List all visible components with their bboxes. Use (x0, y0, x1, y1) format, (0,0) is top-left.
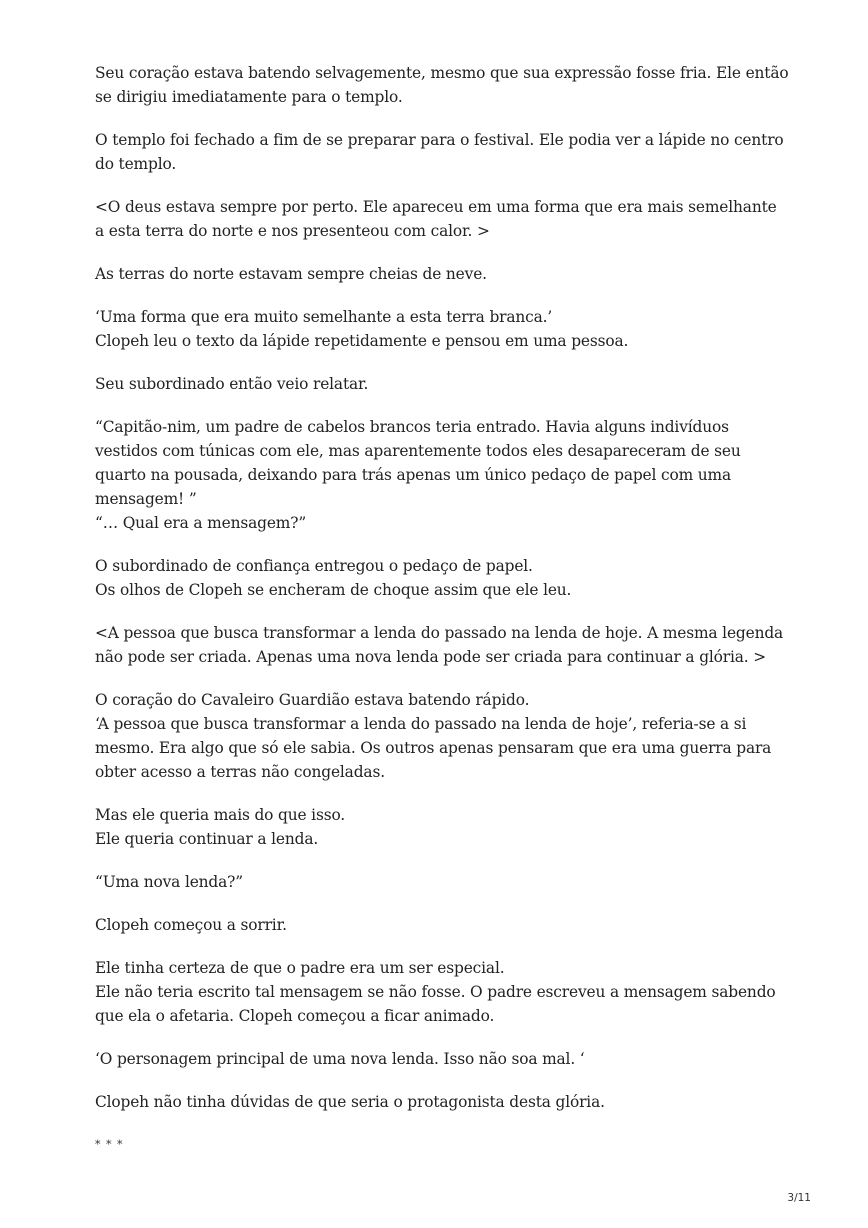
paragraph-line: O subordinado de confiança entregou o pedaço de papel. (95, 557, 533, 575)
paragraph (95, 913, 783, 937)
paragraph-line: “Capitão-nim, um padre de cabelos brancos teria entrado. Havia alguns indivíduos (95, 418, 729, 436)
scene-separator: * * * (95, 1138, 124, 1151)
paragraph-line: Seu subordinado então veio relatar. (95, 375, 369, 393)
paragraph-list (95, 61, 789, 1114)
paragraph-line: a esta terra do norte e nos presenteou com calor. > (95, 222, 490, 240)
paragraph-line: Os olhos de Clopeh se encheram de choque assim que ele leu. (95, 581, 572, 599)
paragraph-line: ‘O personagem principal de uma nova lenda. Isso não soa mal. ‘ (95, 1050, 585, 1068)
paragraph-line: “Uma nova lenda?” (95, 873, 243, 891)
paragraph-line: O templo foi fechado a fim de se preparar para o festival. Ele podia ver a lápide no centro (95, 131, 784, 149)
paragraph-line: As terras do norte estavam sempre cheias de neve. (95, 265, 487, 283)
paragraph-line: Ele não teria escrito tal mensagem se não fosse. O padre escreveu a mensagem sabendo (95, 983, 776, 1001)
paragraph (95, 870, 783, 894)
paragraph-line: mesmo. Era algo que só ele sabia. Os outros apenas pensaram que era uma guerra para (95, 739, 772, 757)
paragraph-line: Clopeh não tinha dúvidas de que seria o protagonista desta glória. (95, 1093, 605, 1111)
paragraph-line: Mas ele queria mais do que isso. (95, 806, 346, 824)
paragraph-line: obter acesso a terras não congeladas. (95, 763, 385, 781)
paragraph (95, 262, 783, 286)
paragraph (95, 803, 783, 851)
paragraph-line: Clopeh começou a sorrir. (95, 916, 287, 934)
paragraph-line: “… Qual era a mensagem?” (95, 514, 307, 532)
paragraph-line: Clopeh leu o texto da lápide repetidamente e pensou em uma pessoa. (95, 332, 629, 350)
page-number: 3/11 (787, 1192, 811, 1204)
paragraph-line: não pode ser criada. Apenas uma nova lenda pode ser criada para continuar a glória. > (95, 648, 767, 666)
paragraph (95, 956, 783, 1028)
paragraph (95, 195, 783, 243)
paragraph-line: do templo. (95, 155, 177, 173)
paragraph-line: mensagem! ” (95, 490, 197, 508)
paragraph-line: Ele queria continuar a lenda. (95, 830, 319, 848)
paragraph (95, 305, 783, 353)
document-body (95, 61, 789, 1157)
paragraph-line: <A pessoa que busca transformar a lenda do passado na lenda de hoje. A mesma legenda (95, 624, 784, 642)
paragraph (95, 372, 783, 396)
paragraph (95, 688, 783, 784)
paragraph-line: Ele tinha certeza de que o padre era um ser especial. (95, 959, 505, 977)
paragraph (95, 128, 783, 176)
paragraph-line: <O deus estava sempre por perto. Ele apareceu em uma forma que era mais semelhante (95, 198, 777, 216)
paragraph (95, 1090, 783, 1114)
paragraph (95, 621, 783, 669)
paragraph-line: vestidos com túnicas com ele, mas aparentemente todos eles desapareceram de seu (95, 442, 741, 460)
paragraph-line: se dirigiu imediatamente para o templo. (95, 88, 403, 106)
paragraph (95, 1047, 783, 1071)
paragraph-line: Seu coração estava batendo selvagemente, mesmo que sua expressão fosse fria. Ele então (95, 64, 789, 82)
paragraph-line: ‘Uma forma que era muito semelhante a esta terra branca.’ (95, 308, 553, 326)
paragraph (95, 61, 789, 109)
paragraph-line: quarto na pousada, deixando para trás apenas um único pedaço de papel com uma (95, 466, 732, 484)
paragraph-line: O coração do Cavaleiro Guardião estava batendo rápido. (95, 691, 530, 709)
paragraph-line: ‘A pessoa que busca transformar a lenda do passado na lenda de hoje’, referia-se a si (95, 715, 747, 733)
paragraph-line: que ela o afetaria. Clopeh começou a ficar animado. (95, 1007, 495, 1025)
paragraph (95, 415, 783, 535)
paragraph (95, 554, 783, 602)
